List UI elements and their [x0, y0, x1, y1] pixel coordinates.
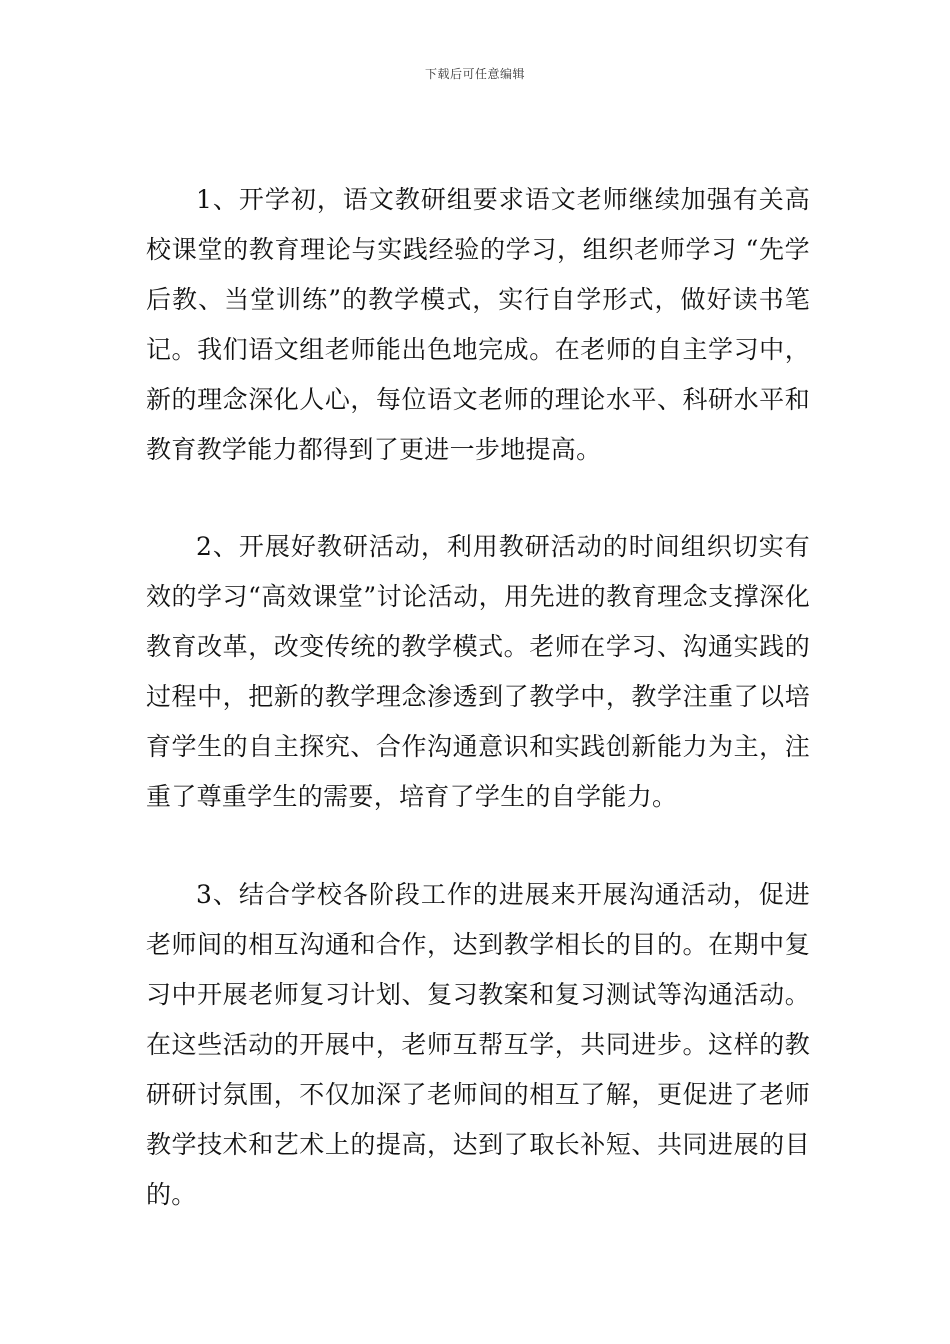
- paragraph-2: 2、开展好教研活动，利用教研活动的时间组织切实有效的学习“高效课堂”讨论活动，用先进的教育理念支撑深化教育改革，改变传统的教学模式。老师在学习、沟通实践的过程中，把新的教学理念渗透到了教学中，教学注重了以培育学生的自主探究、合作沟通意识和实践创新能力为主，注重了尊重学生的需要，培育了学生的自学能力。: [146, 532, 810, 811]
- page-header: 下载后可任意编辑: [424, 67, 525, 81]
- paragraph-1: 1、开学初，语文教研组要求语文老师继续加强有关高校课堂的教育理论与实践经验的学习，组织老师学习 “先学后教、当堂训练”的教学模式，实行自学形式，做好读书笔记。我们语文组老师能出色地完成。在老师的自主学习中，新的理念深化人心，每位语文老师的理论水平、科研水平和教育教学能力都得到了更进一步地提高。: [146, 185, 810, 464]
- paragraph-3: 3、结合学校各阶段工作的进展来开展沟通活动，促进老师间的相互沟通和合作，达到教学相长的目的。在期中复习中开展老师复习计划、复习教案和复习测试等沟通活动。在这些活动的开展中，老师互帮互学，共同进步。这样的教研研讨氛围，不仅加深了老师间的相互了解，更促进了老师教学技术和艺术上的提高，达到了取长补短、共同进展的目的。: [146, 880, 810, 1209]
